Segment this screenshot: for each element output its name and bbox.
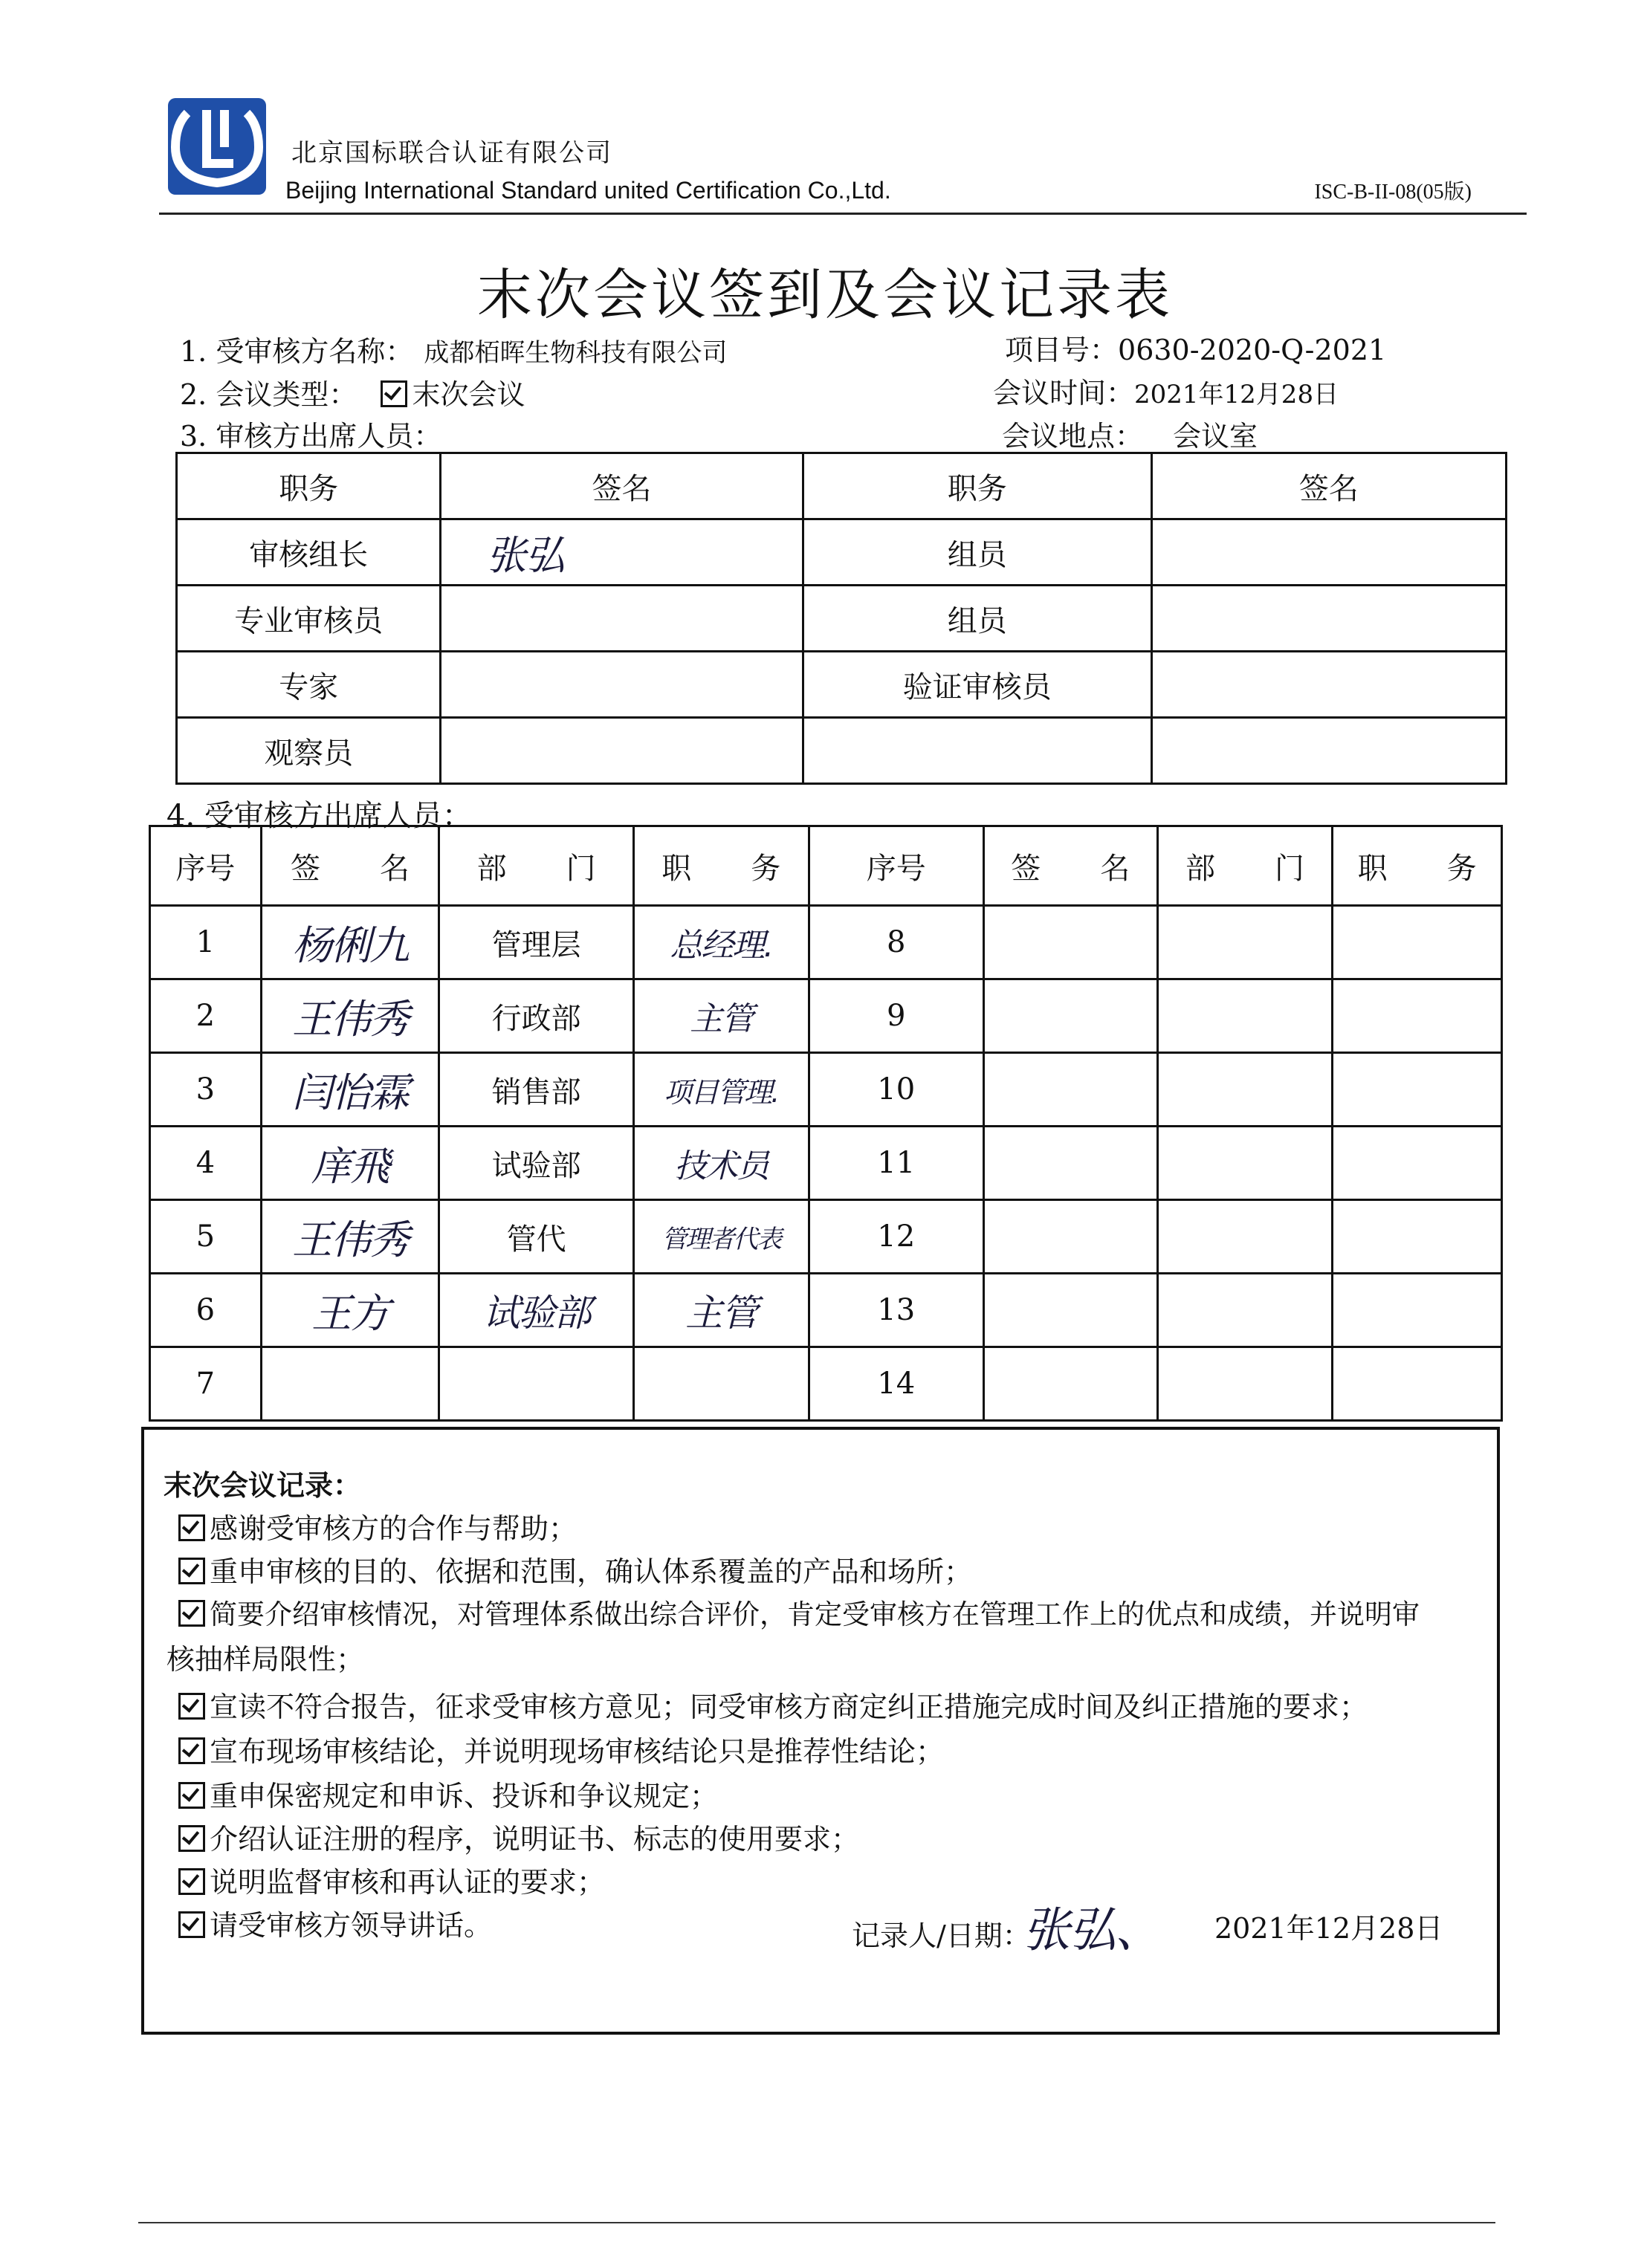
position-cell: [1333, 1127, 1502, 1200]
role-cell: 观察员: [177, 718, 441, 784]
meeting-time-line: [993, 370, 1339, 411]
position-handwritten: 主管: [685, 1292, 757, 1335]
department-cell: [1157, 906, 1333, 979]
signature: 杨俐九: [291, 921, 408, 969]
row-number: 5: [150, 1200, 262, 1274]
note-text: 宣布现场审核结论，并说明现场审核结论只是推荐性结论；: [210, 1735, 945, 1768]
note-item: [178, 1902, 492, 1943]
time-value: 2021年12月28日: [1134, 380, 1339, 409]
role-cell: [803, 718, 1151, 784]
table-row: [177, 652, 1507, 718]
position-handwritten: 项目管理.: [664, 1075, 779, 1109]
checkbox-checked: [381, 380, 407, 407]
table-row: [150, 1053, 1502, 1127]
role-cell: 专业审核员: [177, 586, 441, 652]
header-cell: 签名: [441, 453, 803, 519]
header-cell: 部 门: [439, 826, 634, 906]
position-cell: [1333, 1053, 1502, 1127]
recorder-date: 2021年12月28日: [1214, 1912, 1443, 1945]
note-text: 重申审核的目的、依据和范围，确认体系覆盖的产品和场所；: [210, 1555, 973, 1588]
recorder-signature: 张弘、: [1023, 1903, 1161, 1958]
header-cell: 职务: [803, 453, 1151, 519]
row-number: 2: [150, 979, 262, 1053]
checkbox-checked: [178, 1737, 205, 1764]
signature-cell: [983, 1053, 1157, 1127]
note-item: [178, 1506, 577, 1546]
form-code: ISC-B-II-08(05版): [1314, 181, 1472, 204]
note-text: 重申保密规定和申诉、投诉和争议规定；: [210, 1780, 719, 1812]
table-row: [150, 1274, 1502, 1347]
row-number: 11: [809, 1127, 983, 1200]
signature: 王方: [311, 1289, 389, 1337]
meeting-notes-box: [141, 1427, 1500, 2035]
table-row: [177, 519, 1507, 586]
signature-cell: [983, 1347, 1157, 1421]
signature-cell: [441, 652, 803, 718]
table-row: [150, 979, 1502, 1053]
checkbox-checked: [178, 1868, 205, 1895]
meeting-place-line: [1002, 413, 1258, 454]
signature-cell: [1151, 519, 1506, 586]
row-number: 14: [809, 1347, 983, 1421]
table-header-row: [177, 453, 1507, 519]
header-cell: 序号: [150, 826, 262, 906]
row-number: 3: [150, 1053, 262, 1127]
header-cell: 职 务: [633, 826, 809, 906]
row-number: 10: [809, 1053, 983, 1127]
table-row: [150, 906, 1502, 979]
notes-heading: 末次会议记录：: [164, 1468, 362, 1502]
auditor-table: [175, 452, 1507, 785]
auditee-value: 成都栢晖生物科技有限公司: [424, 338, 728, 368]
project-value: 0630-2020-Q-2021: [1118, 334, 1387, 366]
role-cell: 组员: [803, 586, 1151, 652]
note-text: 请受审核方领导讲话。: [210, 1909, 493, 1942]
auditee-name-line: [180, 328, 727, 369]
recorder-label: 记录人/日期：: [852, 1919, 1031, 1952]
department-cell: [1157, 1274, 1333, 1347]
position-cell: [1333, 1200, 1502, 1274]
role-cell: 验证审核员: [803, 652, 1151, 718]
place-label: 会议地点：: [1002, 420, 1144, 453]
signature-cell: [441, 718, 803, 784]
signature-cell: [261, 1347, 439, 1421]
note-text: 感谢受审核方的合作与帮助；: [210, 1512, 578, 1545]
checkbox-checked: [178, 1825, 205, 1852]
place-value: 会议室: [1173, 420, 1258, 453]
signature-cell: [1151, 586, 1506, 652]
time-label: 会议时间：: [993, 377, 1135, 409]
note-text: 简要介绍审核情况，对管理体系做出综合评价，肯定受审核方在管理工作上的优点和成绩，并说明审: [210, 1598, 1420, 1630]
position-cell: [1333, 979, 1502, 1053]
role-cell: 组员: [803, 519, 1151, 586]
department-cell: [1157, 979, 1333, 1053]
position-handwritten: 管理者代表: [661, 1224, 781, 1254]
row-number: 1: [150, 906, 262, 979]
note-item: [178, 1773, 718, 1814]
type-label: 2. 会议类型：: [180, 378, 358, 411]
signature-cell: [1151, 652, 1506, 718]
company-name-en: Beijing International Standard united Certification Co.,Ltd.: [285, 177, 891, 204]
header-cell: 部 门: [1157, 826, 1333, 906]
signature-cell: [983, 1127, 1157, 1200]
meeting-type-line: [180, 372, 525, 412]
table-row: [177, 586, 1507, 652]
checkbox-checked: [178, 1600, 205, 1627]
row-number: 6: [150, 1274, 262, 1347]
position-handwritten: 总经理.: [670, 927, 773, 965]
note-item: [178, 1549, 972, 1590]
company-name-cn: 北京国标联合认证有限公司: [291, 138, 612, 168]
signature: 闫怡霖: [291, 1069, 408, 1116]
header-cell: 签 名: [983, 826, 1157, 906]
auditee-attendees-label: 4. 受审核方出席人员：: [166, 799, 472, 833]
note-text: 说明监督审核和再认证的要求；: [210, 1866, 606, 1899]
note-item: [178, 1816, 859, 1857]
signature: 张弘: [486, 531, 564, 579]
checkbox-checked: [178, 1782, 205, 1809]
signature: 王伟秀: [291, 1216, 408, 1263]
position-handwritten: 技术员: [674, 1147, 769, 1185]
signature-cell: [1151, 718, 1506, 784]
signature-cell: [441, 586, 803, 652]
signature-cell: [983, 1200, 1157, 1274]
position-handwritten: 主管: [690, 1000, 753, 1038]
table-row: [177, 718, 1507, 784]
department-cell: 管理层: [439, 906, 634, 979]
position-cell: [1333, 1274, 1502, 1347]
auditor-attendees-label: 3. 审核方出席人员：: [180, 420, 442, 453]
note-text: 宣读不符合报告，征求受审核方意见；同受审核方商定纠正措施完成时间及纠正措施的要求；: [210, 1691, 1368, 1723]
department-handwritten: 试验部: [482, 1292, 590, 1335]
department-cell: 试验部: [439, 1127, 634, 1200]
footer-rule: [138, 2222, 1495, 2223]
note-item: [178, 1728, 944, 1769]
project-line: [1005, 327, 1386, 368]
checkbox-checked: [178, 1911, 205, 1938]
checkbox-checked: [178, 1514, 205, 1541]
header-cell: 职 务: [1333, 826, 1502, 906]
auditee-table: [149, 825, 1503, 1422]
type-value: 末次会议: [412, 378, 525, 411]
row-number: 7: [150, 1347, 262, 1421]
department-cell: [1157, 1200, 1333, 1274]
note-item-continued: 核抽样局限性；: [166, 1643, 365, 1676]
note-item: [178, 1592, 1420, 1632]
table-row: [150, 1347, 1502, 1421]
position-cell: [1333, 1347, 1502, 1421]
department-cell: [439, 1347, 634, 1421]
department-cell: 管代: [439, 1200, 634, 1274]
table-row: [150, 1127, 1502, 1200]
signature-cell: [983, 906, 1157, 979]
row-number: 9: [809, 979, 983, 1053]
position-cell: [1333, 906, 1502, 979]
note-item: [178, 1684, 1368, 1725]
role-cell: 审核组长: [177, 519, 441, 586]
signature-cell: [983, 979, 1157, 1053]
department-cell: [1157, 1053, 1333, 1127]
department-cell: 销售部: [439, 1053, 634, 1127]
signature: 王伟秀: [291, 995, 408, 1043]
page-title: 末次会议签到及会议记录表: [477, 263, 1173, 327]
table-row: [150, 1200, 1502, 1274]
header-cell: 序号: [809, 826, 983, 906]
project-label: 项目号：: [1005, 334, 1119, 366]
row-number: 12: [809, 1200, 983, 1274]
header-cell: 职务: [177, 453, 441, 519]
department-cell: [1157, 1127, 1333, 1200]
signature: 庠飛: [311, 1142, 389, 1190]
header-rule: [159, 213, 1527, 215]
signature-cell: [983, 1274, 1157, 1347]
department-cell: 行政部: [439, 979, 634, 1053]
header-cell: 签名: [1151, 453, 1506, 519]
note-item: [178, 1859, 605, 1900]
checkbox-checked: [178, 1693, 205, 1720]
auditee-label: 1. 受审核方名称：: [180, 335, 414, 368]
department-cell: [1157, 1347, 1333, 1421]
checkbox-checked: [178, 1558, 205, 1584]
role-cell: 专家: [177, 652, 441, 718]
position-cell: [633, 1347, 809, 1421]
row-number: 8: [809, 906, 983, 979]
row-number: 4: [150, 1127, 262, 1200]
header-cell: 签 名: [261, 826, 439, 906]
isc-logo-icon: [165, 95, 269, 198]
note-text: 介绍认证注册的程序，说明证书、标志的使用要求；: [210, 1823, 860, 1856]
table-header-row: [150, 826, 1502, 906]
row-number: 13: [809, 1274, 983, 1347]
